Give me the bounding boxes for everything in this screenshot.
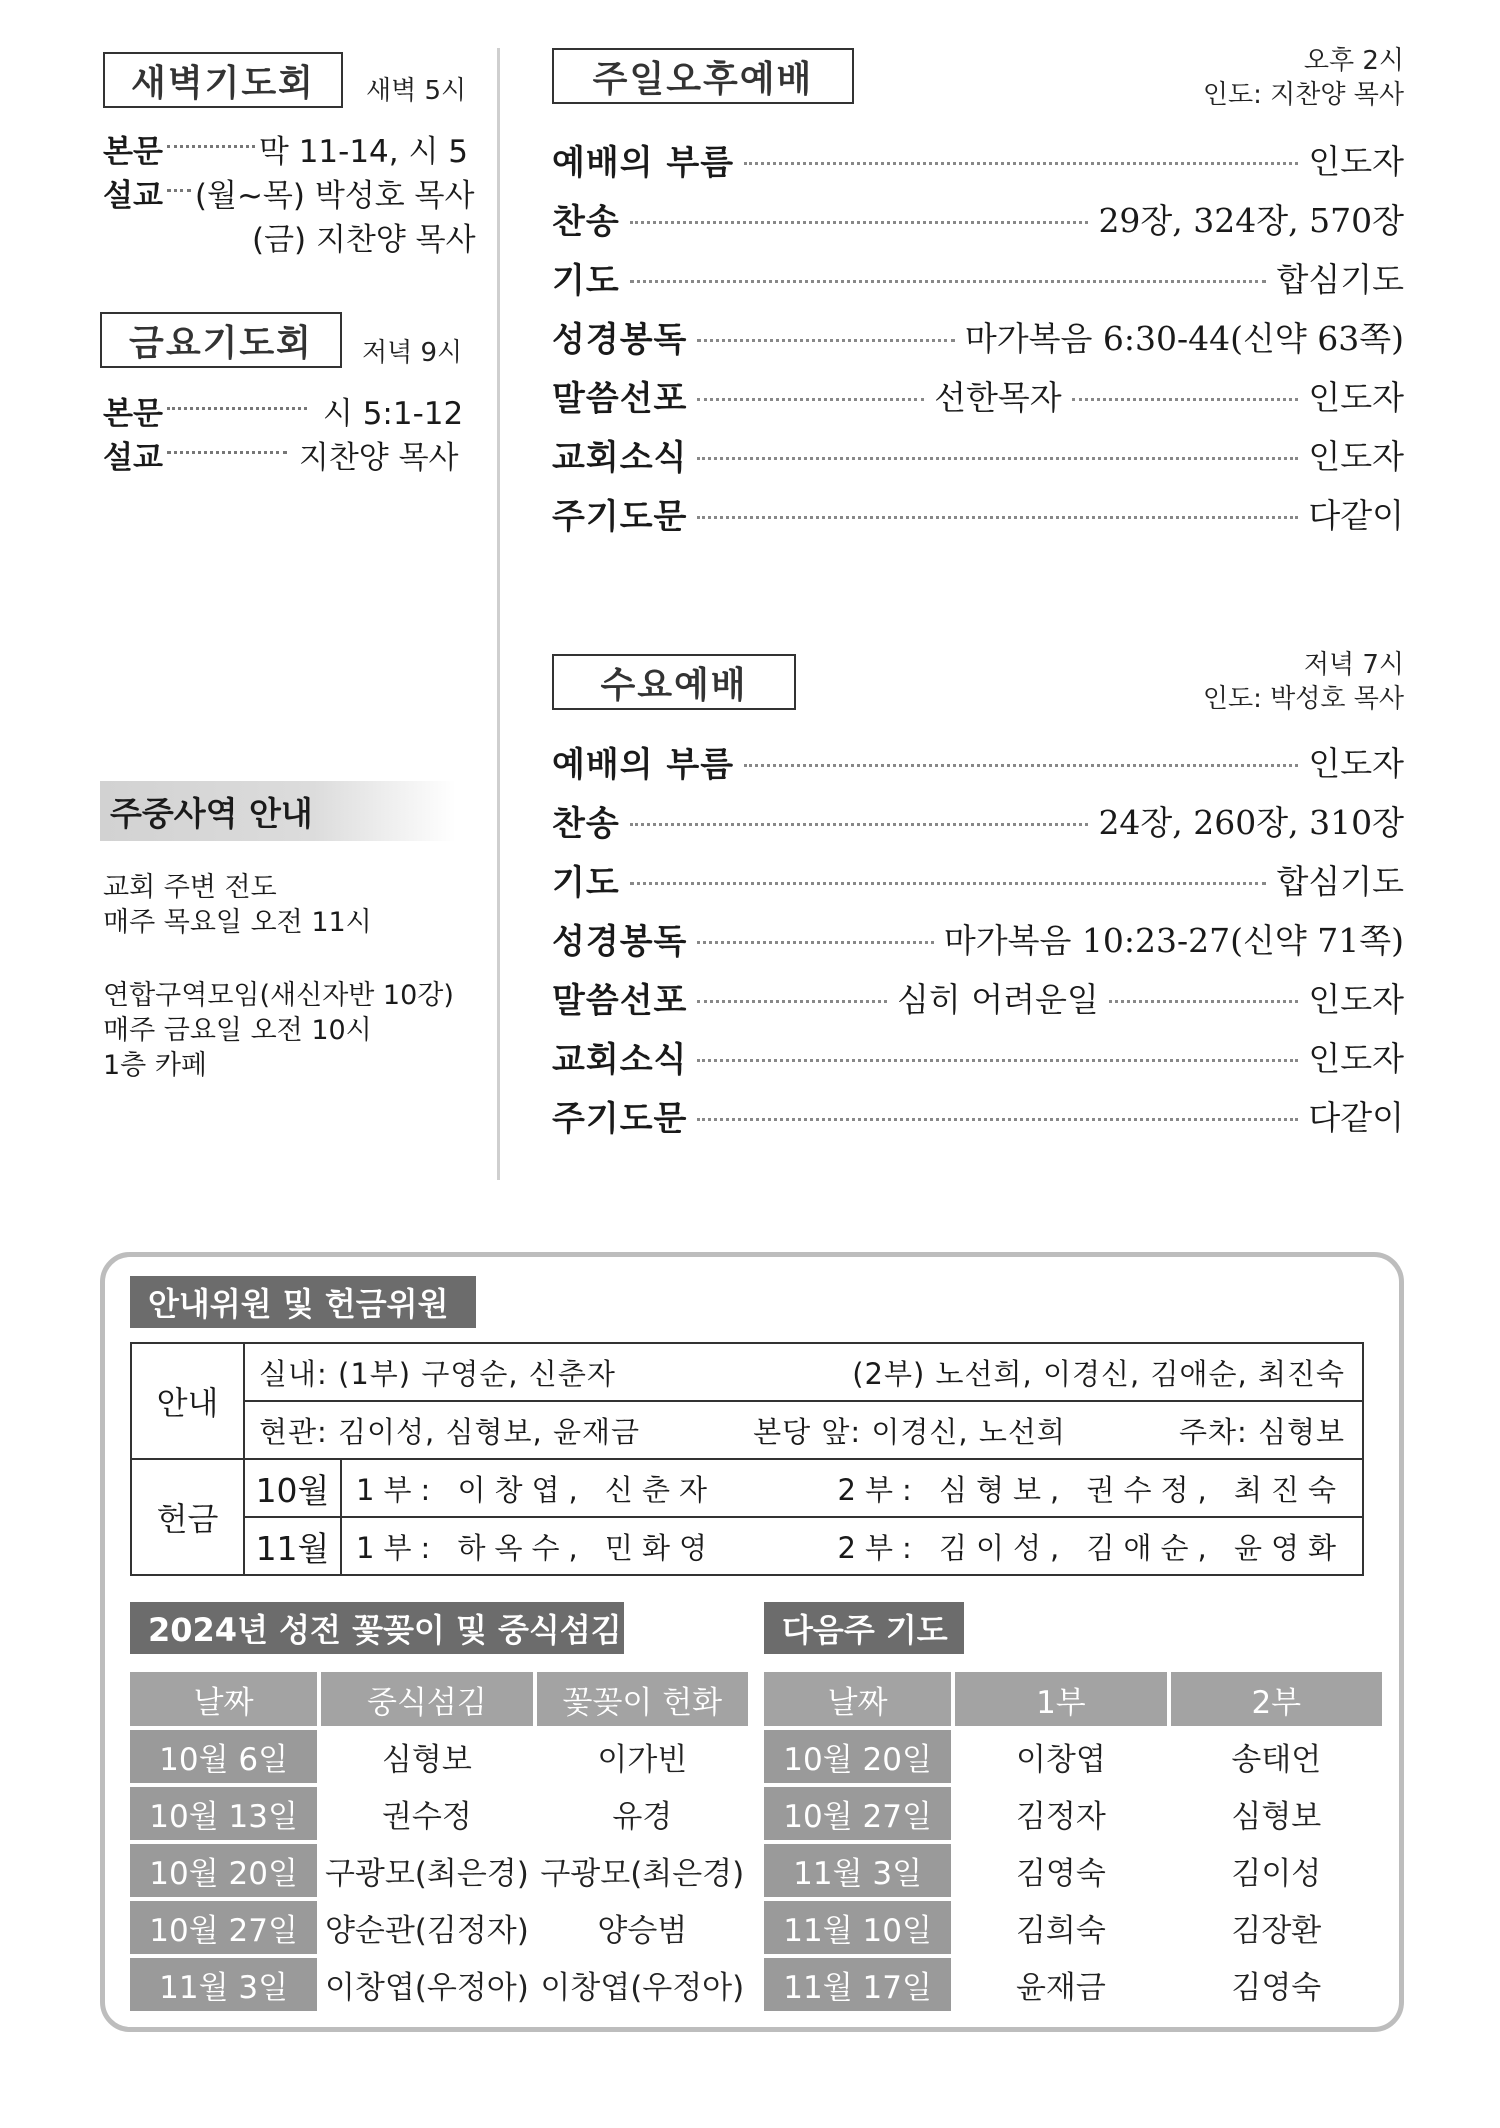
order-value: 인도자 (1308, 743, 1404, 783)
order-row (552, 969, 1404, 1025)
column-header: 2부 (1171, 1672, 1382, 1726)
dawn-text-label: 본문 (103, 134, 163, 170)
friday-text-label: 본문 (103, 396, 163, 432)
date-cell: 11월 17일 (764, 1958, 951, 2011)
table-row (131, 1401, 1363, 1459)
date-cell: 10월 6일 (130, 1730, 317, 1783)
leader-dots (1109, 1000, 1299, 1003)
ministry-item-1-line1: 교회 주변 전도 (103, 872, 277, 903)
table-row (130, 1787, 748, 1840)
wednesday-service-title-box (552, 654, 796, 710)
friday-text-line (103, 388, 463, 433)
name-cell: 김정자 (1015, 1799, 1106, 1835)
friday-prayer-title: 금요기도회 (129, 322, 313, 364)
guide-entrance-cell (244, 1401, 1363, 1459)
guide-entrance: 현관: 김이성, 심형보, 윤재금 (259, 1414, 641, 1449)
dawn-text-value: 막 11-14, 시 5 (258, 134, 469, 170)
friday-sermon-line (103, 432, 459, 477)
friday-sermon-value: 지찬양 목사 (298, 440, 459, 476)
leader-dots (167, 451, 287, 454)
ushers-heading (130, 1276, 476, 1328)
wednesday-service-leader: 인도: 박성호 목사 (1202, 684, 1404, 714)
date-cell: 11월 10일 (764, 1901, 951, 1954)
dawn-sermon-line (103, 170, 474, 215)
flowers-heading (130, 1602, 624, 1654)
offering-part2: 2부: 김이성, 김애순, 윤영화 (837, 1530, 1345, 1565)
table-row (131, 1343, 1363, 1401)
name-cell: 심형보 (1231, 1799, 1322, 1835)
leader-dots (697, 398, 924, 401)
next-prayer-title: 다음주 기도 (782, 1611, 948, 1649)
wednesday-service-title: 수요예배 (600, 664, 748, 706)
dawn-sermon-label: 설교 (103, 178, 163, 214)
order-value: 다같이 (1308, 1097, 1404, 1137)
column-header: 꽃꽂이 헌화 (537, 1672, 748, 1726)
order-value: 다같이 (1308, 495, 1404, 535)
ushers-title: 안내위원 및 헌금위원 (148, 1285, 449, 1323)
name-cell: 구광모(최은경) (324, 1856, 529, 1892)
guide-indoor-part2: (2부) 노선희, 이경신, 김애순, 최진숙 (852, 1356, 1345, 1391)
leader-dots (167, 407, 307, 410)
table-row (764, 1787, 1382, 1840)
order-value: 마가복음 6:30-44(신약 63쪽) (964, 318, 1404, 358)
order-label: 기도 (552, 862, 620, 903)
ministry-heading (100, 781, 456, 841)
table-row (131, 1459, 1363, 1517)
offering-part1: 1부: 하옥수, 민화영 (356, 1530, 716, 1565)
leader-dots (630, 280, 1267, 283)
dawn-sermon-line1: (월~목) 박성호 목사 (194, 178, 475, 214)
order-row (552, 910, 1404, 966)
order-row (552, 733, 1404, 789)
column-header: 날짜 (764, 1672, 951, 1726)
order-row (552, 485, 1404, 541)
order-value: 인도자 (1308, 141, 1404, 181)
offering-part1: 1부: 이창엽, 신춘자 (356, 1472, 716, 1507)
name-cell: 윤재금 (1015, 1970, 1106, 2006)
ministry-item-2-line3: 1층 카페 (103, 1050, 208, 1081)
leader-dots (167, 145, 255, 148)
offering-month: 11월 (244, 1517, 341, 1575)
order-row (552, 190, 1404, 246)
order-row (552, 131, 1404, 187)
name-cell: 이창엽(우정아) (540, 1970, 745, 2006)
order-row (552, 249, 1404, 305)
name-cell: 유경 (612, 1799, 673, 1835)
order-label: 말씀선포 (552, 980, 688, 1021)
name-cell: 김영숙 (1015, 1856, 1106, 1892)
table-header-row (130, 1672, 748, 1726)
table-row (764, 1901, 1382, 1954)
guide-category: 안내 (131, 1343, 244, 1459)
offering-category: 헌금 (131, 1459, 244, 1575)
table-row (130, 1730, 748, 1783)
guide-parking: 주차: 심형보 (1178, 1414, 1345, 1449)
order-row (552, 1028, 1404, 1084)
name-cell: 이가빈 (597, 1742, 688, 1778)
offering-names-row (356, 1526, 1361, 1567)
dawn-prayer-title: 새벽기도회 (131, 62, 315, 104)
name-cell: 김영숙 (1231, 1970, 1322, 2006)
offering-names-row (356, 1468, 1361, 1509)
leader-dots (697, 457, 1298, 460)
leader-dots (697, 941, 934, 944)
table-row (130, 1958, 748, 2011)
order-value: 29장, 324장, 570장 (1098, 200, 1404, 240)
ushers-table (130, 1342, 1364, 1576)
leader-dots (697, 1118, 1298, 1121)
leader-dots (697, 339, 954, 342)
order-label: 예배의 부름 (552, 744, 735, 785)
order-value: 인도자 (1308, 1038, 1404, 1078)
date-cell: 10월 20일 (130, 1844, 317, 1897)
name-cell: 김희숙 (1015, 1913, 1106, 1949)
friday-sermon-label: 설교 (103, 440, 163, 476)
order-row (552, 367, 1404, 423)
order-label: 말씀선포 (552, 378, 688, 419)
order-row (552, 426, 1404, 482)
column-divider (497, 48, 500, 1180)
leader-dots (630, 221, 1089, 224)
order-value: 마가복음 10:23-27(신약 71쪽) (943, 920, 1404, 960)
friday-text-value: 시 5:1-12 (322, 396, 464, 432)
table-row (130, 1844, 748, 1897)
dawn-prayer-title-box (103, 52, 343, 108)
flowers-table (126, 1668, 752, 2015)
leader-dots (697, 1059, 1298, 1062)
leader-dots (1072, 398, 1299, 401)
dawn-prayer-time: 새벽 5시 (366, 76, 467, 106)
order-label: 교회소식 (552, 437, 688, 478)
guide-sanctuary-front: 본당 앞: 이경신, 노선희 (753, 1414, 1066, 1449)
order-label: 주기도문 (552, 496, 688, 537)
table-header-row (764, 1672, 1382, 1726)
date-cell: 10월 27일 (764, 1787, 951, 1840)
name-cell: 권수정 (381, 1799, 472, 1835)
sermon-title: 선한목자 (934, 377, 1062, 417)
name-cell: 구광모(최은경) (540, 1856, 745, 1892)
dawn-sermon-line2 (252, 214, 476, 259)
name-cell: 송태언 (1231, 1742, 1322, 1778)
friday-prayer-title-box (100, 312, 342, 368)
dawn-text-line (103, 126, 468, 171)
column-header: 날짜 (130, 1672, 317, 1726)
ministry-item-2-line1: 연합구역모임(새신자반 10강) (103, 980, 454, 1011)
order-label: 예배의 부름 (552, 142, 735, 183)
ministry-item-2-line2: 매주 금요일 오전 10시 (103, 1015, 372, 1046)
guide-indoor-cell (244, 1343, 1363, 1401)
name-cell: 이창엽 (1015, 1742, 1106, 1778)
leader-dots (744, 162, 1298, 165)
date-cell: 11월 3일 (130, 1958, 317, 2011)
sermon-title: 심히 어려운일 (897, 979, 1099, 1019)
offering-part2: 2부: 심형보, 권수정, 최진숙 (837, 1472, 1345, 1507)
order-label: 찬송 (552, 803, 620, 844)
order-label: 성경봉독 (552, 921, 688, 962)
offering-names-cell (341, 1459, 1363, 1517)
date-cell: 10월 27일 (130, 1901, 317, 1954)
table-row (131, 1517, 1363, 1575)
order-label: 기도 (552, 260, 620, 301)
sunday-service-time: 오후 2시 (1303, 46, 1404, 76)
leader-dots (167, 189, 191, 192)
sunday-service-title-box (552, 48, 854, 104)
column-header: 1부 (955, 1672, 1166, 1726)
leader-dots (697, 1000, 887, 1003)
order-row (552, 792, 1404, 848)
ministry-item-2 (103, 978, 454, 1083)
name-cell: 김장환 (1231, 1913, 1322, 1949)
next-prayer-table (760, 1668, 1386, 2015)
table-row (130, 1901, 748, 1954)
name-cell: 양승범 (597, 1913, 688, 1949)
date-cell: 10월 13일 (130, 1787, 317, 1840)
column-header: 중식섬김 (321, 1672, 532, 1726)
sunday-service-title: 주일오후예배 (592, 58, 814, 100)
sunday-service-leader: 인도: 지찬양 목사 (1202, 80, 1404, 110)
date-cell: 11월 3일 (764, 1844, 951, 1897)
table-row (764, 1958, 1382, 2011)
name-cell: 김이성 (1231, 1856, 1322, 1892)
date-cell: 10월 20일 (764, 1730, 951, 1783)
order-label: 찬송 (552, 201, 620, 242)
order-value: 인도자 (1308, 436, 1404, 476)
order-row (552, 851, 1404, 907)
ministry-title: 주중사역 안내 (110, 793, 313, 833)
name-cell: 이창엽(우정아) (324, 1970, 529, 2006)
guide-entrance-row (259, 1410, 1361, 1451)
order-value: 인도자 (1308, 377, 1405, 417)
guide-indoor-row (259, 1352, 1361, 1393)
name-cell: 심형보 (381, 1742, 472, 1778)
order-value: 인도자 (1308, 979, 1405, 1019)
order-row (552, 308, 1404, 364)
friday-prayer-time: 저녁 9시 (362, 338, 463, 368)
name-cell: 양순관(김정자) (324, 1913, 529, 1949)
ministry-item-1-line2: 매주 목요일 오전 11시 (103, 907, 372, 938)
leader-dots (630, 882, 1267, 885)
order-label: 교회소식 (552, 1039, 688, 1080)
order-label: 주기도문 (552, 1098, 688, 1139)
flowers-title: 2024년 성전 꽃꽂이 및 중식섬김 (148, 1611, 622, 1649)
order-value: 합심기도 (1276, 861, 1404, 901)
table-row (764, 1844, 1382, 1897)
order-value: 24장, 260장, 310장 (1098, 802, 1404, 842)
ministry-item-1 (103, 870, 372, 940)
dawn-sermon-line2-text: (금) 지찬양 목사 (252, 222, 476, 258)
leader-dots (630, 823, 1089, 826)
wednesday-service-time: 저녁 7시 (1303, 650, 1404, 680)
order-value: 합심기도 (1276, 259, 1404, 299)
offering-month: 10월 (244, 1459, 341, 1517)
offering-names-cell (341, 1517, 1363, 1575)
leader-dots (697, 516, 1298, 519)
guide-indoor-part1: 실내: (1부) 구영순, 신춘자 (259, 1356, 616, 1391)
order-label: 성경봉독 (552, 319, 688, 360)
order-row (552, 1087, 1404, 1143)
leader-dots (744, 764, 1298, 767)
next-prayer-heading (764, 1602, 964, 1654)
table-row (764, 1730, 1382, 1783)
